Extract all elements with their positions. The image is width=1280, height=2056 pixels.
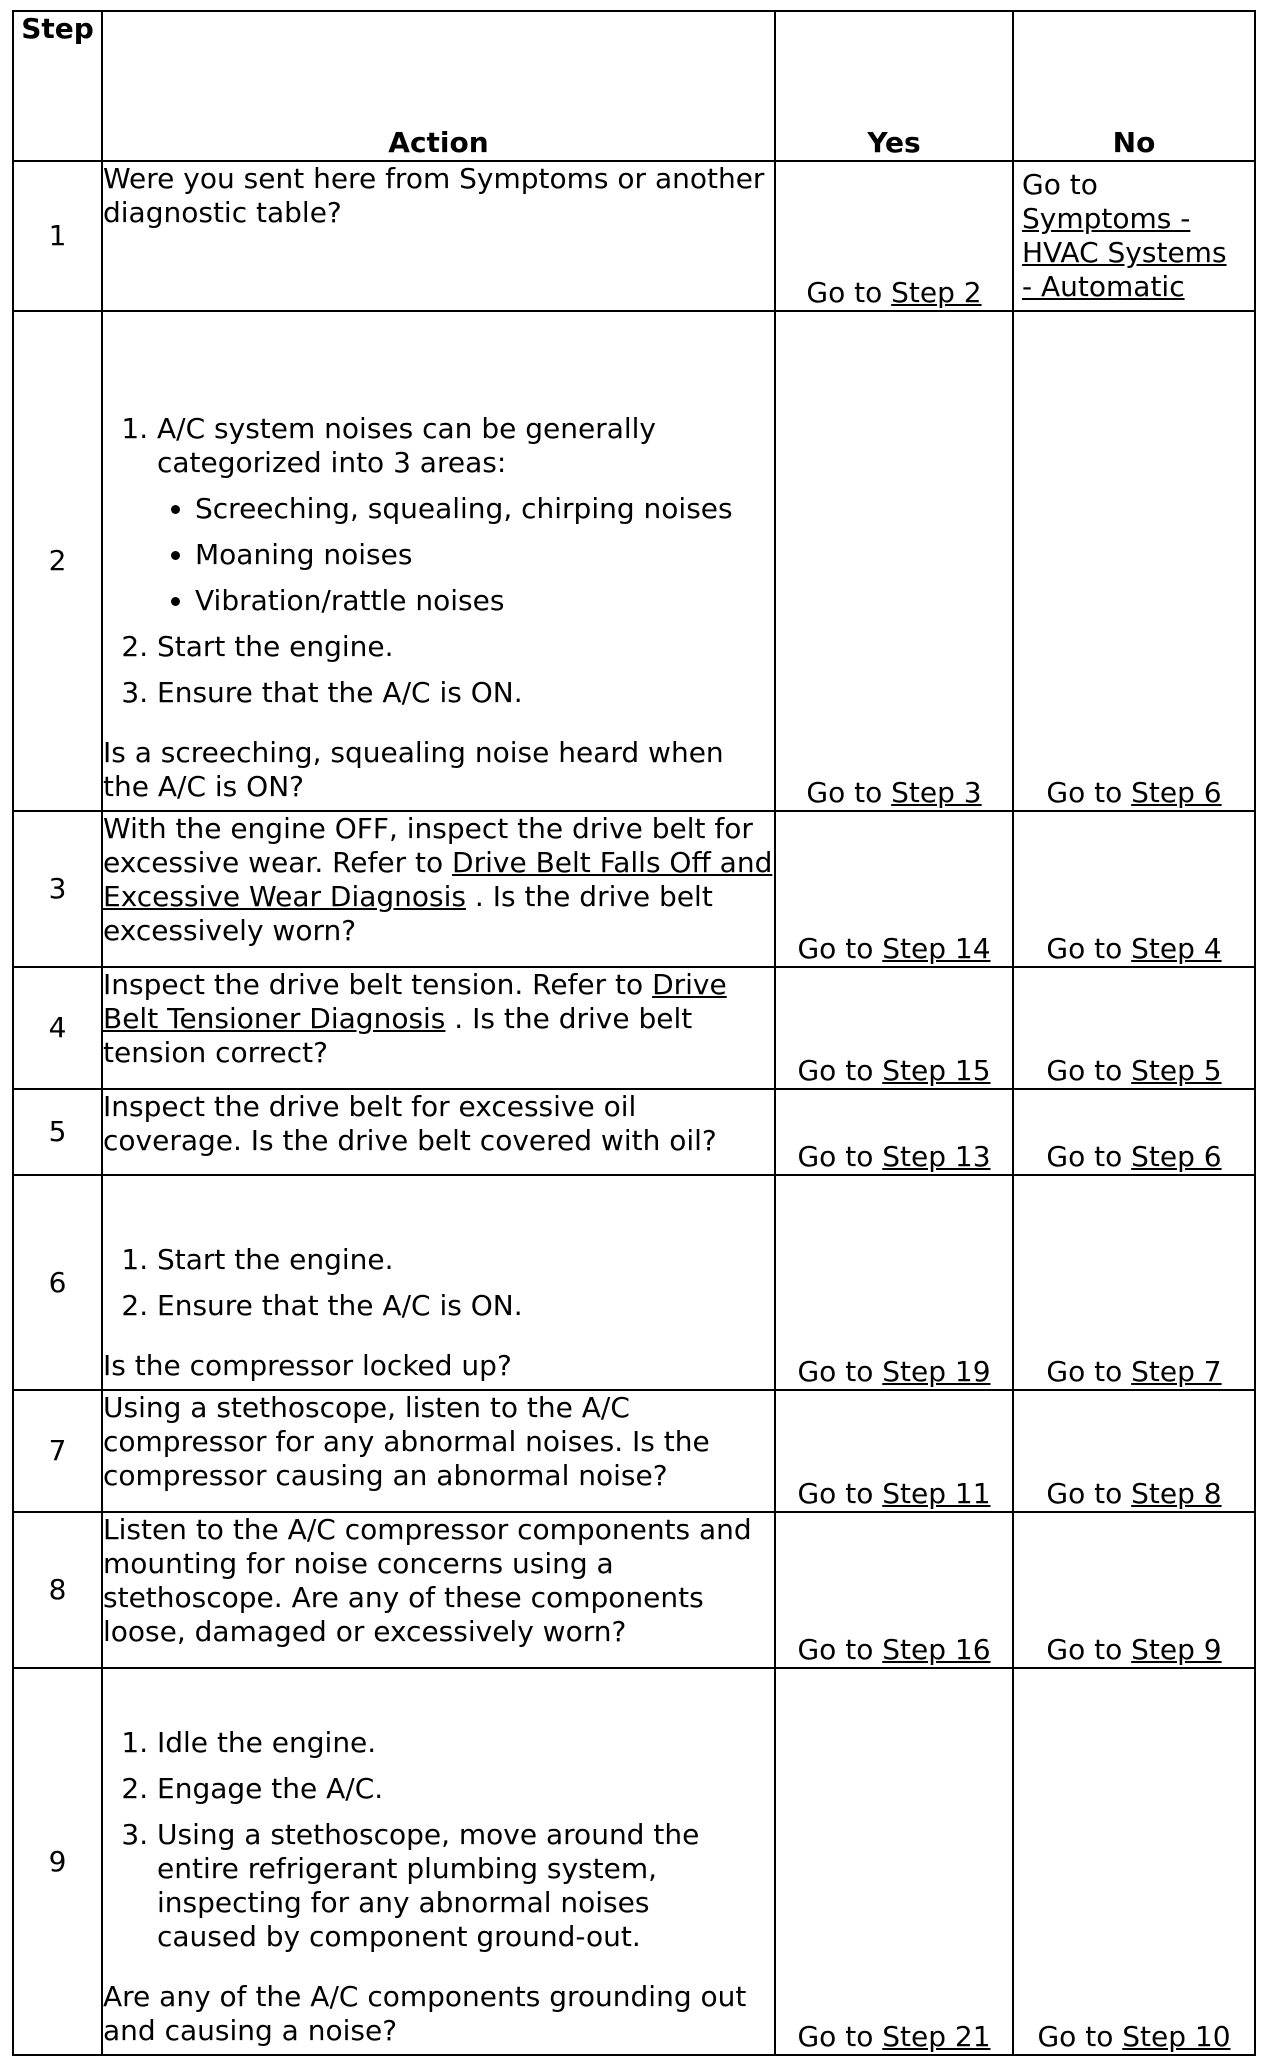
yes-cell: Go to Step 16 <box>775 1512 1013 1668</box>
no-cell: Go to Step 8 <box>1013 1390 1255 1512</box>
yes-link[interactable]: Step 11 <box>882 1477 991 1510</box>
table-row <box>13 1089 1255 1175</box>
list-item: 2. Start the engine. <box>157 630 774 664</box>
no-link[interactable]: Step 5 <box>1131 1054 1222 1087</box>
table-row <box>13 967 1255 1089</box>
yes-cell: Go to Step 15 <box>775 967 1013 1089</box>
yes-link[interactable]: Step 2 <box>891 276 982 309</box>
list-item: 3. Ensure that the A/C is ON. <box>157 676 774 710</box>
yes-cell: Go to Step 14 <box>775 811 1013 967</box>
no-link[interactable]: Step 10 <box>1122 2020 1231 2053</box>
header-step: Step <box>13 11 102 161</box>
action-list <box>103 1726 774 1954</box>
step-number: 5 <box>13 1089 102 1175</box>
no-cell: Go to Step 10 <box>1013 1668 1255 2055</box>
action-list <box>103 1243 774 1323</box>
list-item: 2. Engage the A/C. <box>157 1772 714 1806</box>
step-number: 7 <box>13 1390 102 1512</box>
action-link[interactable]: Drive Belt Tensioner Diagnosis <box>103 968 727 1035</box>
action-text: Using a stethoscope, listen to the A/C compressor for any abnormal noises. Is the compressor causing an abnormal noise? <box>102 1390 775 1512</box>
yes-cell: Go to Step 3 <box>775 311 1013 811</box>
no-cell: Go to Step 9 <box>1013 1512 1255 1668</box>
no-link[interactable]: Symptoms - HVAC Systems - Automatic <box>1022 202 1227 303</box>
header-no: No <box>1013 11 1255 161</box>
question-text: Is a screeching, squealing noise heard when the A/C is ON? <box>103 736 724 803</box>
list-item: • Moaning noises <box>195 538 774 572</box>
step-number: 3 <box>13 811 102 967</box>
step-number: 9 <box>13 1668 102 2055</box>
action-list <box>103 412 774 710</box>
action-text: Were you sent here from Symptoms or another diagnostic table? <box>102 161 775 311</box>
list-item: 1. Idle the engine. <box>157 1726 714 1760</box>
yes-link[interactable]: Step 3 <box>891 776 982 809</box>
table-row <box>13 311 1255 811</box>
no-cell: Go to Step 5 <box>1013 967 1255 1089</box>
yes-link[interactable]: Step 14 <box>882 932 991 965</box>
list-item: 1. Start the engine. <box>157 1243 774 1277</box>
header-action: Action <box>102 11 775 161</box>
no-link[interactable]: Step 8 <box>1131 1477 1222 1510</box>
action-cell: Inspect the drive belt tension. Refer to Drive Belt Tensioner Diagnosis . Is the drive belt tension correct? <box>102 967 775 1089</box>
action-cell <box>102 1668 775 2055</box>
table-row <box>13 1668 1255 2055</box>
list-item: 1. A/C system noises can be generally categorized into 3 areas: • Screeching, squealing, chirping noises • Moaning noises • Vibration/rattle noises <box>157 412 774 618</box>
step-number: 1 <box>13 161 102 311</box>
yes-link[interactable]: Step 15 <box>882 1054 991 1087</box>
no-cell: Go to Step 7 <box>1013 1175 1255 1390</box>
action-cell <box>102 1175 775 1390</box>
yes-link[interactable]: Step 19 <box>882 1355 991 1388</box>
list-item: 2. Ensure that the A/C is ON. <box>157 1289 774 1323</box>
table-row <box>13 1390 1255 1512</box>
header-yes: Yes <box>775 11 1013 161</box>
yes-cell: Go to Step 13 <box>775 1089 1013 1175</box>
yes-cell: Go to Step 19 <box>775 1175 1013 1390</box>
step-number: 2 <box>13 311 102 811</box>
no-link[interactable]: Step 6 <box>1131 776 1222 809</box>
no-cell: Go to Step 4 <box>1013 811 1255 967</box>
yes-cell: Go to Step 21 <box>775 1668 1013 2055</box>
sub-list <box>157 492 774 618</box>
step-number: 8 <box>13 1512 102 1668</box>
step-number: 4 <box>13 967 102 1089</box>
table-row <box>13 811 1255 967</box>
table-row <box>13 1512 1255 1668</box>
step-number: 6 <box>13 1175 102 1390</box>
action-link[interactable]: Drive Belt Falls Off and Excessive Wear Diagnosis <box>103 846 773 913</box>
yes-cell: Go to Step 2 <box>775 161 1013 311</box>
question-text: Is the compressor locked up? <box>103 1349 512 1382</box>
table-row <box>13 1175 1255 1390</box>
list-item: • Screeching, squealing, chirping noises <box>195 492 774 526</box>
yes-cell: Go to Step 11 <box>775 1390 1013 1512</box>
action-cell: With the engine OFF, inspect the drive belt for excessive wear. Refer to Drive Belt Falls Off and Excessive Wear Diagnosis . Is the drive belt excessively worn? <box>102 811 775 967</box>
list-item: • Vibration/rattle noises <box>195 584 774 618</box>
no-link[interactable]: Step 4 <box>1131 932 1222 965</box>
diagnostic-table <box>12 10 1256 2056</box>
action-cell <box>102 311 775 811</box>
yes-link[interactable]: Step 21 <box>882 2020 991 2053</box>
no-cell: Go to Symptoms - HVAC Systems - Automatic <box>1013 161 1255 311</box>
action-text: Listen to the A/C compressor components and mounting for noise concerns using a stethoscope. Are any of these components loose, damaged or excessively worn? <box>102 1512 775 1668</box>
table-row <box>13 161 1255 311</box>
list-item: 3. Using a stethoscope, move around the entire refrigerant plumbing system, inspecting for any abnormal noises caused by component ground-out. <box>157 1818 714 1954</box>
no-link[interactable]: Step 9 <box>1131 1633 1222 1666</box>
action-text: Inspect the drive belt for excessive oil coverage. Is the drive belt covered with oil? <box>102 1089 775 1175</box>
yes-link[interactable]: Step 16 <box>882 1633 991 1666</box>
no-cell: Go to Step 6 <box>1013 1089 1255 1175</box>
no-cell: Go to Step 6 <box>1013 311 1255 811</box>
yes-link[interactable]: Step 13 <box>882 1140 991 1173</box>
no-link[interactable]: Step 6 <box>1131 1140 1222 1173</box>
no-link[interactable]: Step 7 <box>1131 1355 1222 1388</box>
question-text: Are any of the A/C components grounding out and causing a noise? <box>103 1980 747 2047</box>
header-row <box>13 11 1255 161</box>
